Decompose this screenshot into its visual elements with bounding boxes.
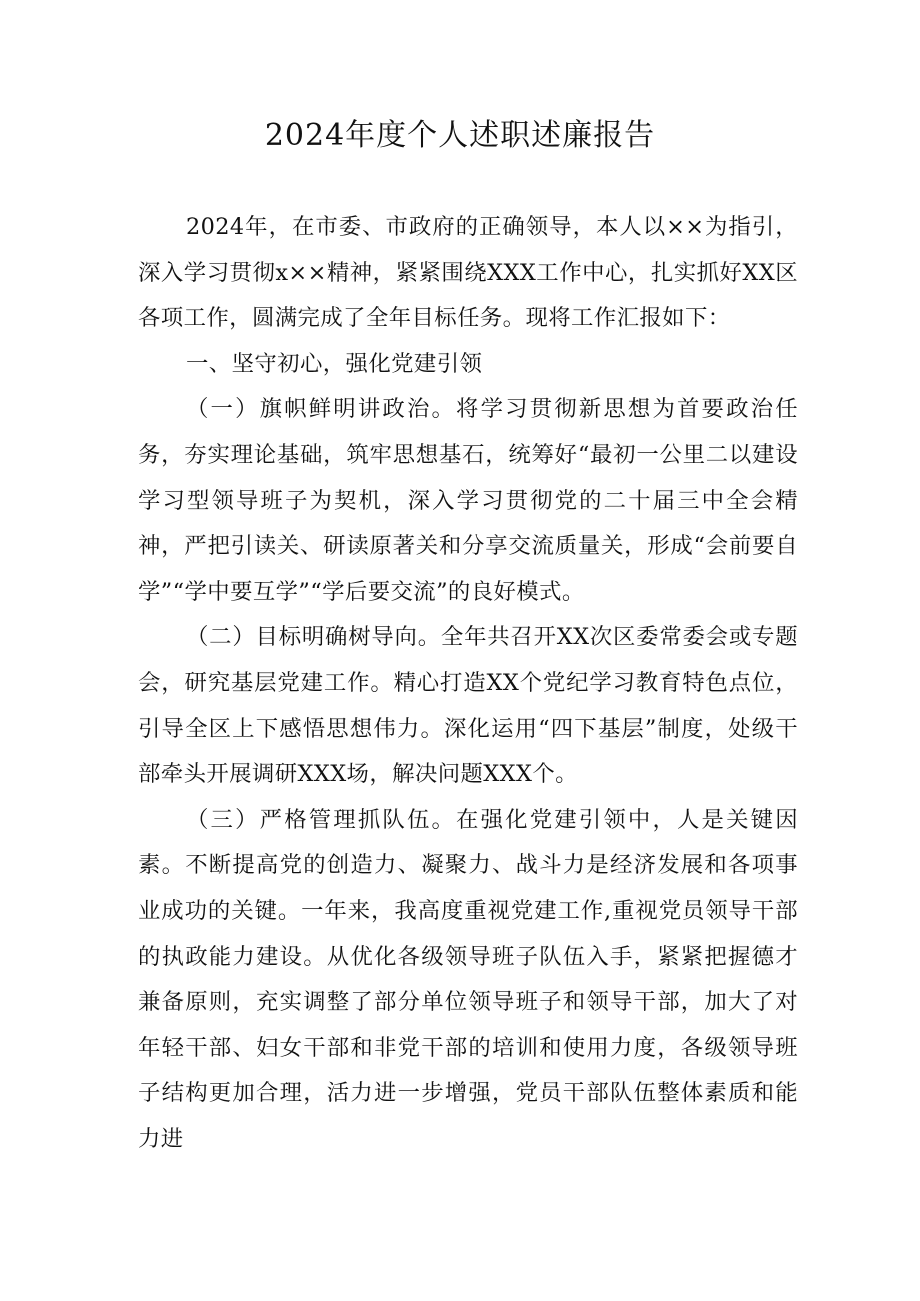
section-heading-1: 一、坚守初心，强化党建引领 — [186, 350, 483, 377]
subsection-paragraph-2: （二）目标明确树导向。全年共召开XX次区委常委会或专题会，研究基层党建工作。精心打造XX个党纪学习教育特色点位，引导全区上下感悟思想伟力。深化运用“四下基层”制度，处级干部牵头开展调研XXX场，解决问题XXX个。 — [138, 624, 798, 788]
subsection-paragraph-3: （三）严格管理抓队伍。在强化党建引领中，人是关键因素。不断提高党的创造力、凝聚力、战斗力是经济发展和各项事业成功的关键。一年来，我高度重视党建工作,重视党员领导干部的执政能力建设。从优化各级领导班子队伍入手，紧紧把握德才兼备原则，充实调整了部分单位领导班子和领导干部，加大了对年轻干部、妇女干部和非党干部的培训和使用力度，各级领导班子结构更加合理，活力进一步增强，党员干部队伍整体素质和能力进 — [138, 806, 798, 1152]
document-body — [138, 205, 798, 1162]
intro-paragraph: 2024年，在市委、市政府的正确领导，本人以××为指引，深入学习贯彻x××精神，紧紧围绕XXX工作中心，扎实抓好XX区各项工作，圆满完成了全年目标任务。现将工作汇报如下： — [138, 214, 798, 332]
document-title: 2024年度个人述职述廉报告 — [264, 118, 656, 153]
subsection-paragraph-1: （一）旗帜鲜明讲政治。将学习贯彻新思想为首要政治任务，夯实理论基础，筑牢思想基石，统筹好“最初一公里二以建设学习型领导班子为契机，深入学习贯彻党的二十届三中全会精神，严把引读关、研读原著关和分享交流质量关，形成“会前要自学”“学中要互学”“学后要交流”的良好模式。 — [138, 396, 798, 605]
